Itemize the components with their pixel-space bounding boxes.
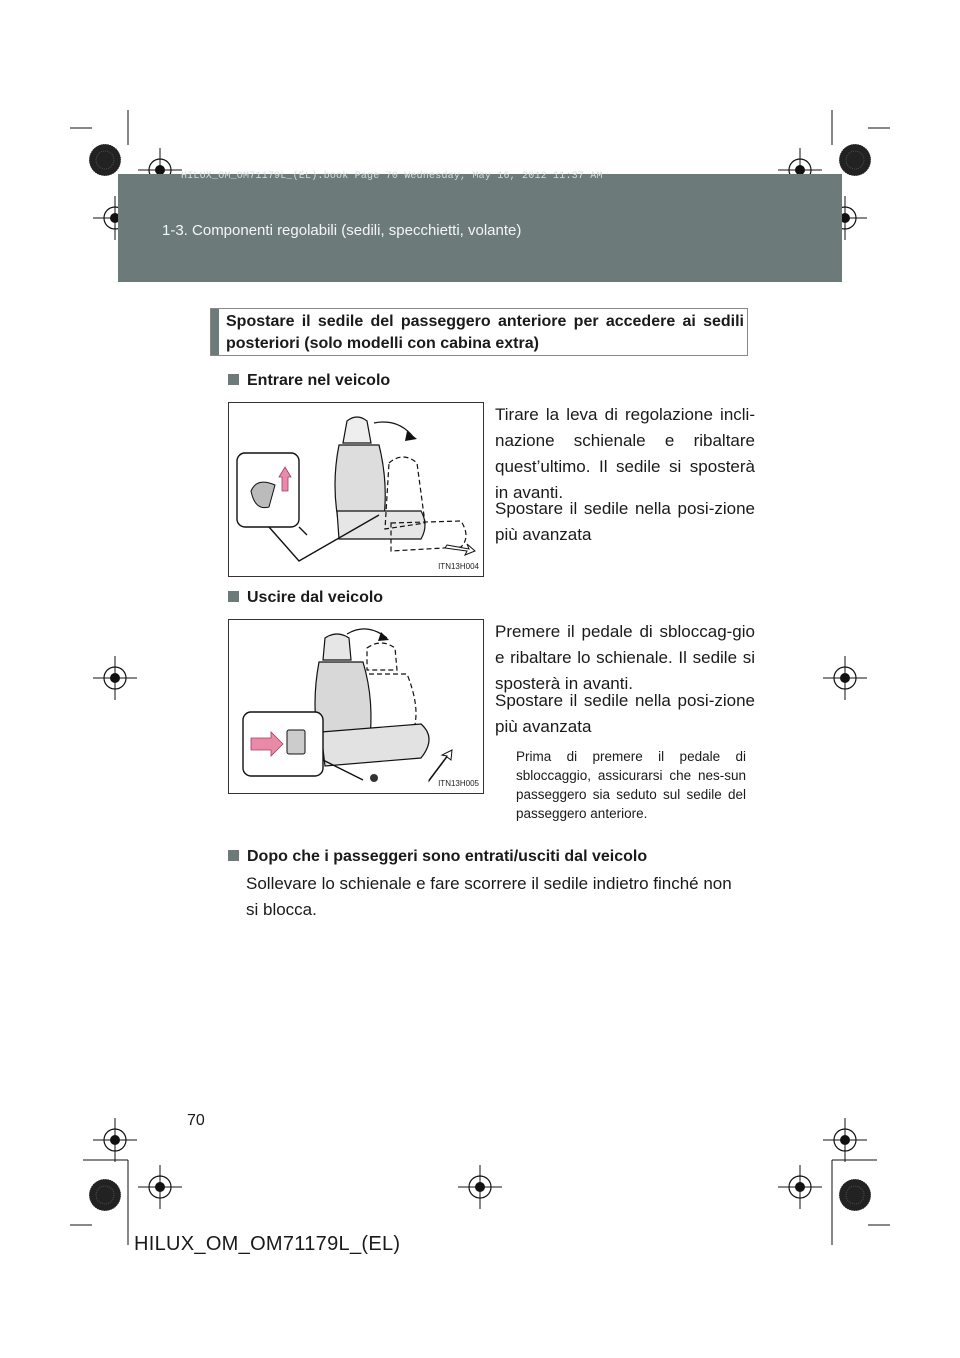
print-info: HILUX_OM_OM71179L_(EL).book Page 70 Wednesday, May 16, 2012 11:37 AM	[181, 171, 603, 182]
paragraph-uscire-1: Premere il pedale di sbloccag-gio e ribaltare lo schienale. Il sedile si sposterà in avanti.	[495, 622, 755, 693]
section-title: 1-3. Componenti regolabili (sedili, specchietti, volante)	[162, 222, 522, 239]
document-code: HILUX_OM_OM71179L_(EL)	[134, 1233, 401, 1255]
paragraph-uscire-2: Spostare il sedile nella posi-zione più avanzata	[495, 691, 755, 736]
figure-code: ITN13H005	[438, 779, 479, 788]
square-bullet-icon	[228, 374, 239, 385]
figure-code: ITN13H004	[438, 562, 479, 571]
subsection-title: Uscire dal veicolo	[247, 589, 384, 606]
subsection-heading-uscire	[228, 589, 383, 607]
subsection-title: Dopo che i passeggeri sono entrati/usciti dal veicolo	[247, 848, 648, 865]
figure-uscire	[228, 619, 484, 794]
subsection-heading-dopo	[228, 848, 647, 866]
paragraph-entrare-1: Tirare la leva di regolazione incli-nazione schienale e ribaltare quest’ultimo. Il sedile si sposterà in avanti.	[495, 405, 755, 502]
subsection-heading-entrare	[228, 372, 390, 390]
seat-tilt-illustration	[229, 403, 483, 576]
seat-release-pedal-illustration	[229, 620, 483, 793]
page-number: 70	[187, 1112, 205, 1129]
heading-accent-bar	[211, 309, 219, 355]
note-uscire: Prima di premere il pedale di sbloccaggio, assicurarsi che nes-sun passeggero sia seduto sul sedile del passeggero anteriore.	[516, 749, 746, 821]
heading-line-1: Spostare il sedile del passeggero anteriore per accedere ai sedili	[226, 313, 744, 330]
heading-text	[226, 311, 744, 355]
figure-entrare	[228, 402, 484, 577]
heading-line-2: posteriori (solo modelli con cabina extra)	[226, 335, 539, 352]
square-bullet-icon	[228, 850, 239, 861]
heading-box	[210, 308, 748, 356]
paragraph-entrare-2: Spostare il sedile nella posi-zione più avanzata	[495, 499, 755, 544]
paragraph-dopo: Sollevare lo schienale e fare scorrere il sedile indietro finché non si blocca.	[246, 874, 732, 919]
square-bullet-icon	[228, 591, 239, 602]
subsection-title: Entrare nel veicolo	[247, 372, 391, 389]
